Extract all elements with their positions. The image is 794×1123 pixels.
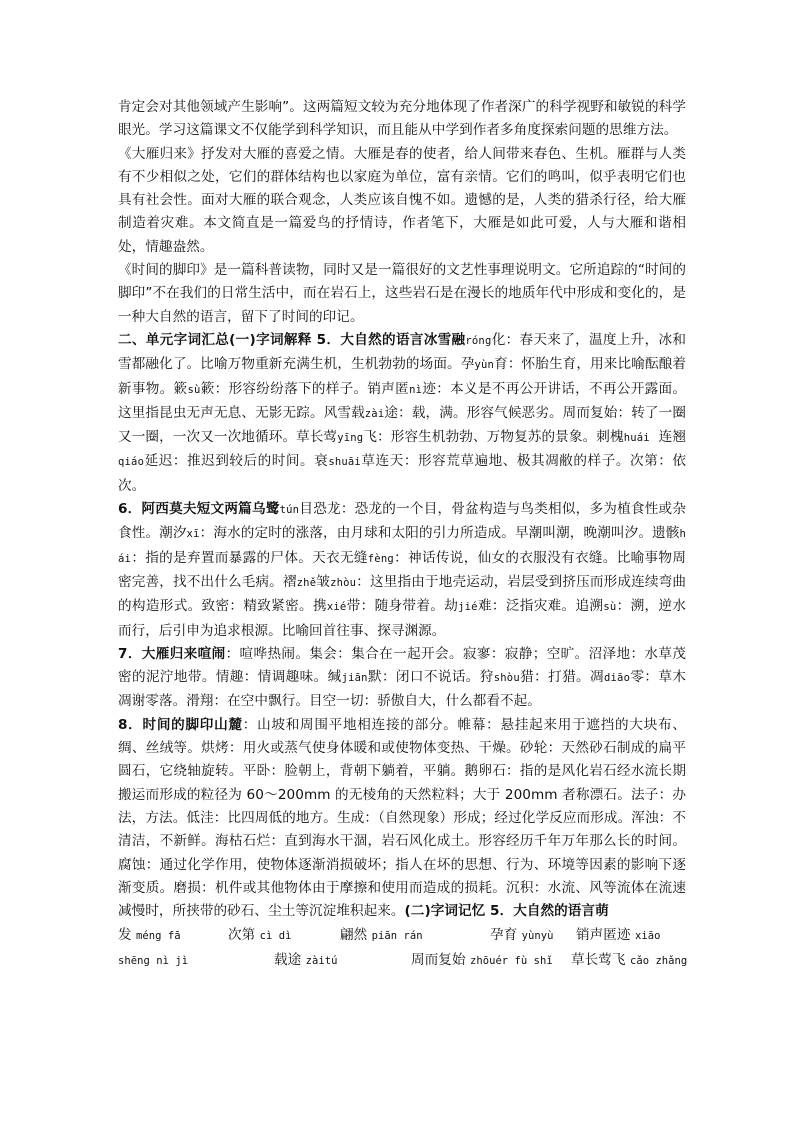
paragraph-wild-geese: 《大雁归来》抒发对大雁的喜爱之情。大雁是春的使者，给人间带来春色、生机。雁群与人类有不少相似之处，它们的群体结构也以家庭为单位，富有亲情。它们的鸣叫，似乎表明它们也具有社会性。面对大雁的联合观念，人类应该自愧不如。遗憾的是，人类的猎杀行径，给大雁制造着灾难。本文简直是一篇爱鸟的抒情诗，作者笔下，大雁是如此可爱，人与大雁和谐相处，情趣盎然。 [118, 145, 686, 255]
pinyin: shòu [493, 672, 520, 685]
pinyin: zhòu [330, 576, 357, 589]
text: 延迟：推迟到较后的时间。衰 [144, 453, 329, 470]
text: 带：随身带着。劫 [346, 598, 459, 615]
text: 默：闭口不说话。狩 [367, 669, 494, 686]
pinyin: hái [118, 528, 686, 565]
pinyin: shuāi [328, 456, 361, 469]
pinyin: xī [186, 528, 200, 541]
pinyin: róng [465, 334, 492, 347]
word-item: 销声匿迹 xiāo [576, 927, 661, 944]
text: ：喧哗热闹。集会：集合在一起开会。寂寥：寂静；空旷。沼泽地：水草茂密的泥泞地带。情趣：情调趣味。缄 [118, 645, 686, 686]
text: 簌：形容纷纷落下的样子。销声匿 [200, 380, 410, 397]
text: 难：泛指灾难。追溯 [477, 598, 604, 615]
document-page [118, 96, 686, 973]
section-heading: (二)字词记忆 5．大自然的语言萌 [404, 903, 609, 920]
text: ：这里指由于地壳运动，岩层受到挤压而形成连续弯曲的构造形式。致密：精致紧密。携 [118, 573, 686, 615]
word-item: 孕育 yùnyù [490, 927, 554, 944]
text: 途：载，满。形容气候恶劣。周而复始：转了一圈又一圈，一次又一次地循环。草长莺 [118, 404, 686, 446]
text: ：海水的定时的涨落，由月球和太阳的引力所造成。早潮叫潮，晚潮叫汐。遗骸 [199, 525, 680, 542]
word-item: 发 méng fā [118, 927, 181, 944]
text: 草连天：形容荒草遍地、极其凋敝的样子。次第：依次。 [118, 453, 686, 494]
text: 零：草木凋谢零落。滑翔：在空中飘行。目空一切：骄傲自大，什么都看不起。 [118, 669, 686, 710]
pinyin: nì [409, 383, 423, 396]
section-vocab-6 [118, 498, 686, 643]
pinyin: sù [187, 383, 201, 396]
text: 猎：打猎。凋 [519, 669, 605, 686]
pinyin: huái [623, 432, 650, 445]
word-memory-line-1 [118, 923, 686, 948]
text: ：指的是弃置而暴露的尸体。天衣无缝 [131, 549, 368, 566]
section-vocab-8 [118, 714, 686, 924]
section-vocab-5 [118, 329, 686, 498]
paragraph-footprints-of-time: 《时间的脚印》是一篇科普读物，同时又是一篇很好的文艺性事理说明文。它所追踪的“时间的脚印”不在我们的日常生活中，而在岩石上，这些岩石是在漫长的地质年代中形成和变化的，是一种大自然的语言，留下了时间的印记。 [118, 262, 686, 325]
section-heading: 7．大雁归来喧闹 [118, 645, 226, 662]
text: ：溯，逆水而行，后引申为追求根源。比喻回首往事、探寻渊源。 [118, 598, 686, 639]
word-item: 次第 cì dì [228, 927, 292, 944]
pinyin: xié [326, 601, 347, 614]
word-item: 草长莺飞 cǎo zhǎng [571, 952, 688, 969]
text: ：山坡和周围平地相连接的部分。帷幕：悬挂起来用于遮挡的大块布、绸、丝绒等。烘烤：用火或蒸气使身体暖和或使物体变热、干燥。砂轮：天然砂石制成的扁平圆石，它绕轴旋转。平卧：脸朝上，背朝下躺着，平躺。鹅卵石：指的是风化岩石经水流长期搬运而形成的粒径为 60～200mm 的无棱角的天然粒料；大于 200mm 者称漂石。法子：办法，方法。低洼：比四周低的地方。生成：（自然现象）形成；经过化学反应而形成。浑浊：不清洁，不新鲜。海枯石烂：直到海水干涸，岩石风化成土。形容经历千年万年那么长的时间。腐蚀：通过化学作用，使物体逐渐消损破坏；指人在坏的思想、行为、环境等因素的影响下逐渐变质。磨损：机件或其他物体由于摩擦和使用而造成的损耗。沉积：水流、风等流体在流速减慢时，所挟带的砂石、尘土等沉淀堆积起来。 [118, 716, 686, 920]
word-item: 周而复始 zhōuér fù shǐ [411, 952, 553, 969]
pinyin: fèng [367, 552, 394, 565]
word-item: 翩然 piān rán [340, 927, 423, 944]
pinyin: tún [279, 504, 300, 517]
pinyin: yùn [474, 359, 495, 372]
word-item: shēng nì jì [118, 955, 189, 968]
pinyin: jié [458, 601, 478, 614]
pinyin: jiān [341, 672, 368, 685]
text: 目恐龙：恐龙的一个目，骨盆构造与鸟类相似，多为植食性或杂食性。潮汐 [118, 501, 686, 542]
word-memory-line-2 [118, 948, 686, 973]
text: 迹：本义是不再公开讲话，不再公开露面。这里指昆虫无声无息、无影无踪。风雪载 [118, 380, 687, 421]
pinyin: yīng [337, 432, 364, 445]
word-item: 载途 zàitú [274, 952, 338, 969]
text: 化：春天来了，温度上升，冰和雪都融化了。比喻万物重新充满生机，生机勃勃的场面。孕 [118, 331, 687, 373]
section-heading: 6．阿西莫夫短文两篇乌鹭 [118, 501, 280, 518]
text: 育：怀胎生育，用来比喻酝酿着新事物。簌 [118, 356, 686, 397]
pinyin: qiáo [118, 456, 145, 469]
section-vocab-7 [118, 643, 686, 714]
text: 连翘 [649, 429, 686, 446]
text: 皱 [316, 573, 331, 590]
pinyin: zhě [296, 576, 317, 589]
text: ：神话传说，仙女的衣服没有衣缝。比喻事物周密完善，找不出什么毛病。褶 [118, 549, 686, 590]
section-heading: 二、单元字词汇总(一)字词解释 5．大自然的语言冰雪融 [118, 331, 466, 348]
pinyin: diāo [604, 672, 631, 685]
text: 飞：形容生机勃勃、万物复苏的景象。刺槐 [363, 429, 624, 446]
pinyin: sù [603, 601, 617, 614]
pinyin: zài [364, 407, 385, 420]
paragraph-science-essays: 肯定会对其他领域产生影响”。这两篇短文较为充分地体现了作者深广的科学视野和敏锐的科学眼光。学习这篇课文不仅能学到科学知识，而且能从中学到作者多角度探索问题的思维方法。 [118, 99, 686, 139]
section-heading: 8．时间的脚印山麓 [118, 716, 243, 733]
